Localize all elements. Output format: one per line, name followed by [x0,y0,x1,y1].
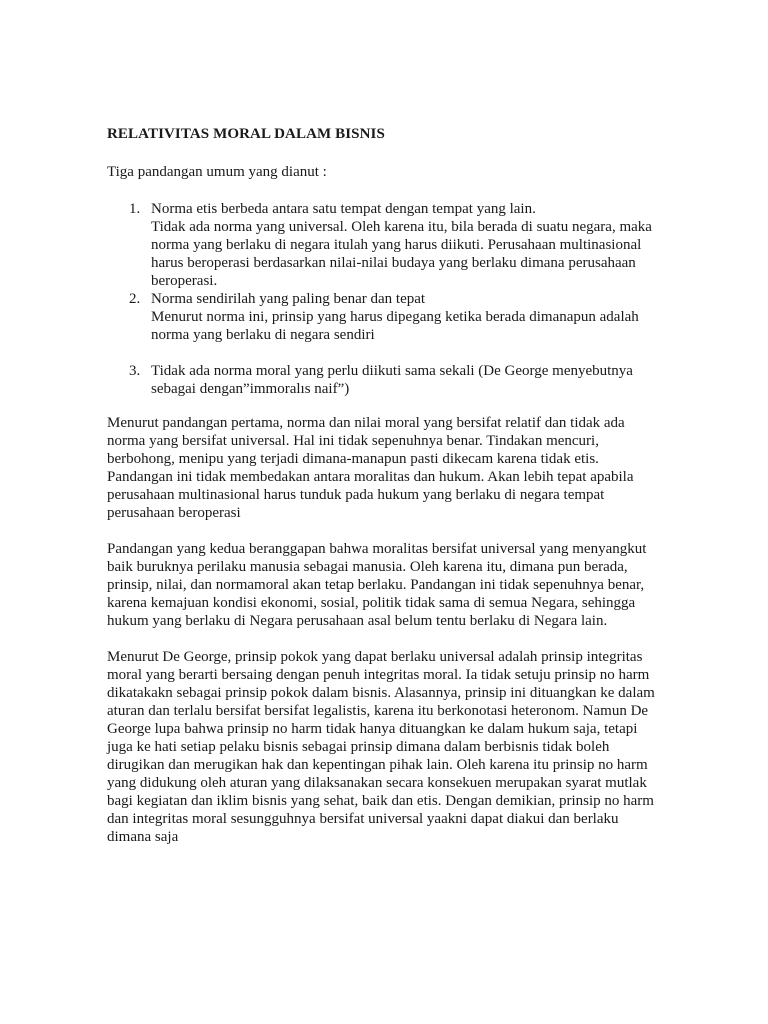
list-line: norma yang berlaku di negara sendiri [151,327,375,343]
paragraph-line: perusahaan multinasional harus tunduk pada hukum yang berlaku di negara tempat [107,487,605,503]
paragraph-line: Pandangan ini tidak membedakan antara moralitas dan hukum. Akan lebih tepat apabila [107,469,634,485]
list-line: beroperasi. [151,273,218,289]
paragraph-line: hukum yang berlaku di Negara perusahaan asal belum tentu berlaku di Negara lain. [107,613,608,629]
paragraph-line: norma yang bersifat universal. Hal ini tidak sepenuhnya benar. Tindakan mencuri, [107,433,599,449]
list-item [107,200,667,290]
paragraph-line: yang didukung oleh aturan yang dilaksanakan secara konsekuen merupakan syarat mutlak [107,775,647,791]
paragraph-line: perusahaan beroperasi [107,505,241,521]
paragraph-line: dan integritas moral sesungguhnya bersifat universal yaakni dapat diakui dan berlaku [107,811,619,827]
list-number: 2. [129,291,141,307]
paragraph-de-george [107,648,687,846]
paragraph-line: Pandangan yang kedua beranggapan bahwa moralitas bersifat universal yang menyangkut [107,541,647,557]
intro-text: Tiga pandangan umum yang dianut : [107,164,327,180]
list-line: harus beroperasi berdasarkan nilai-nilai budaya yang berlaku dimana perusahaan [151,255,636,271]
paragraph-line: dimana saja [107,829,179,845]
list-number: 3. [129,363,141,379]
list-item [107,290,667,344]
paragraph-line: Menurut De George, prinsip pokok yang dapat berlaku universal adalah prinsip integritas [107,649,643,665]
list-line: norma yang berlaku di negara itulah yang harus diikuti. Perusahaan multinasional [151,237,642,253]
views-list [107,200,667,398]
paragraph-line: moral yang berarti bersaing dengan penuh integritas moral. Ia tidak setuju prinsip no harm [107,667,650,683]
paragraph-line: aturan dan terlalu bersifat bersifat legalistis, karena itu berkonotasi heteronom. Namun De [107,703,649,719]
paragraph-line: bagi kegiatan dan iklim bisnis yang sehat, baik dan etis. Dengan demikian, prinsip no harm [107,793,654,809]
list-line: Norma etis berbeda antara satu tempat dengan tempat yang lain. [151,201,536,217]
list-item [107,362,667,398]
paragraph-line: dikatakakn sebagai prinsip pokok dalam bisnis. Alasannya, prinsip ini dituangkan ke dalam [107,685,655,701]
paragraph-first-view [107,414,687,522]
paragraph-line: baik buruknya perilaku manusia sebagai manusia. Oleh karena itu, dimana pun berada, [107,559,628,575]
paragraph-line: Menurut pandangan pertama, norma dan nilai moral yang bersifat relatif dan tidak ada [107,415,625,431]
list-line: Norma sendirilah yang paling benar dan tepat [151,291,426,307]
paragraph-line: dirugikan dan merugikan hak dan kepentingan pihak lain. Oleh karena itu prinsip no harm [107,757,648,773]
list-line: Menurut norma ini, prinsip yang harus dipegang ketika berada dimanapun adalah [151,309,639,325]
paragraph-line: berbohong, menipu yang terjadi dimana-manapun pasti dikecam karena tidak etis. [107,451,599,467]
paragraph-line: prinsip, nilai, dan normamoral akan tetap berlaku. Pandangan ini tidak sepenuhnya benar, [107,577,645,593]
list-number: 1. [129,201,141,217]
paragraph-line: karena kemajuan kondisi ekonomi, sosial, politik tidak sama di semua Negara, sehingga [107,595,636,611]
list-line: Tidak ada norma moral yang perlu diikuti sama sekali (De George menyebutnya [151,363,633,379]
document-title: RELATIVITAS MORAL DALAM BISNIS [107,126,385,142]
list-line: sebagai dengan”immoralıs naif”) [151,381,350,397]
list-line: Tidak ada norma yang universal. Oleh karena itu, bila berada di suatu negara, maka [151,219,652,235]
paragraph-line: juga ke hati setiap pelaku bisnis sebagai prinsip dimana dalam berbisnis tidak boleh [107,739,610,755]
paragraph-second-view [107,540,687,630]
paragraph-line: George lupa bahwa prinsip no harm tidak hanya dituangkan ke dalam hukum saja, tetapi [107,721,638,737]
